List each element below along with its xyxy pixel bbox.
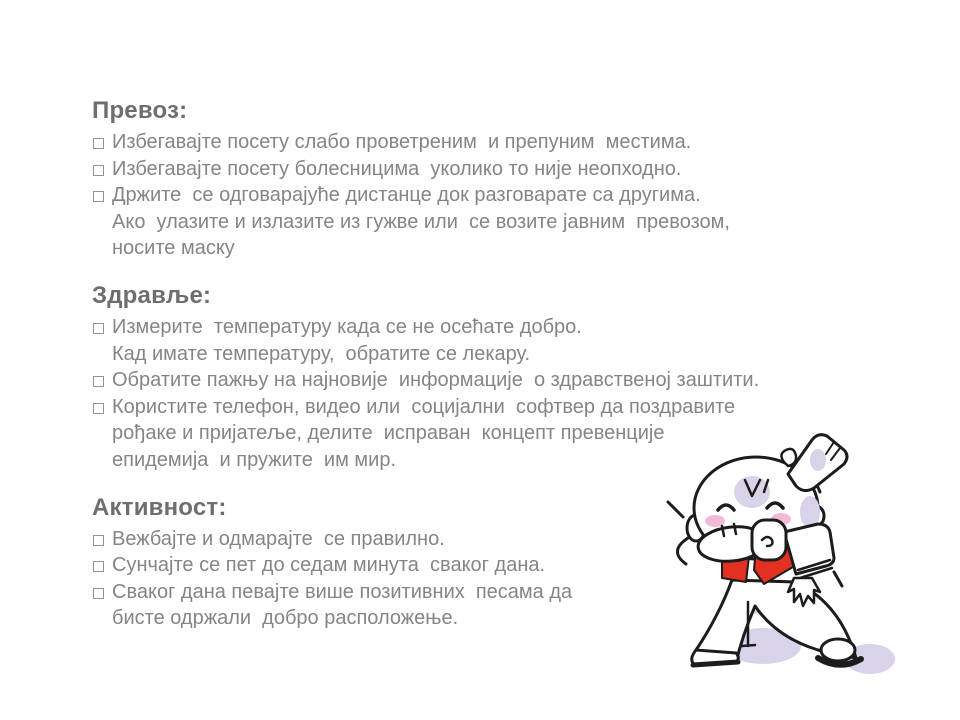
list-item-text: Кад имате температуру, обратите се лекару.	[112, 342, 531, 365]
checkbox-icon	[93, 323, 104, 334]
checkbox-icon	[93, 535, 104, 546]
list-item-text: Користите телефон, видео или социјални софтвер да поздравите	[112, 395, 736, 418]
checkbox-icon	[93, 138, 104, 149]
list-item	[92, 182, 832, 209]
list-item	[92, 314, 832, 341]
list-item-text: Избегавајте посету болесницима уколико то није неопходно.	[112, 157, 682, 180]
list-item-text: носите маску	[112, 237, 235, 260]
checkbox-icon	[93, 403, 104, 414]
checkbox-icon	[93, 561, 104, 572]
list-item-text: Избегавајте посету слабо проветреним и препуним местима.	[112, 131, 692, 153]
section-heading: Активност:	[92, 493, 227, 521]
list-item	[92, 129, 832, 156]
child-covering-mouth-illustration	[648, 432, 908, 692]
list-item-continuation	[92, 235, 832, 262]
list-item	[92, 367, 832, 394]
list-item-text: бисте одржали добро расположење.	[112, 607, 459, 630]
section-transport	[92, 97, 832, 262]
checkbox-icon	[93, 191, 104, 202]
list-item-text: Вежбајте и одмарајте се правилно.	[112, 527, 445, 550]
list-item-text: Држите се одговарајуће дистанце док разговарате са другима.	[112, 184, 701, 207]
list-item	[92, 156, 832, 183]
list-item-continuation	[92, 209, 832, 236]
list-item-text: Обратите пажњу на најновије информације о здравственој заштити.	[112, 369, 760, 392]
checkbox-icon	[93, 165, 104, 176]
motion-strokes	[668, 502, 688, 564]
list-item	[92, 394, 832, 421]
list-item-text: Ако улазите и излазите из гужве или се возите јавним превозом,	[112, 210, 730, 233]
list-item-text: Измерите температуру када се не осећате добро.	[112, 315, 582, 338]
list-item-text: епидемија и пружите им мир.	[112, 448, 397, 471]
list-item-continuation	[92, 341, 832, 368]
section-heading: Здравље:	[92, 281, 212, 309]
list-item-text: рођаке и пријатеље, делите исправан концепт превенције	[112, 422, 665, 445]
checkbox-icon	[93, 376, 104, 387]
list-item-text: Сваког дана певајте више позитивних песама да	[112, 580, 573, 603]
checkbox-icon	[93, 588, 104, 599]
section-heading: Превоз:	[92, 97, 188, 124]
list-item-text: Сунчајте се пет до седам минута сваког дана.	[112, 554, 546, 577]
